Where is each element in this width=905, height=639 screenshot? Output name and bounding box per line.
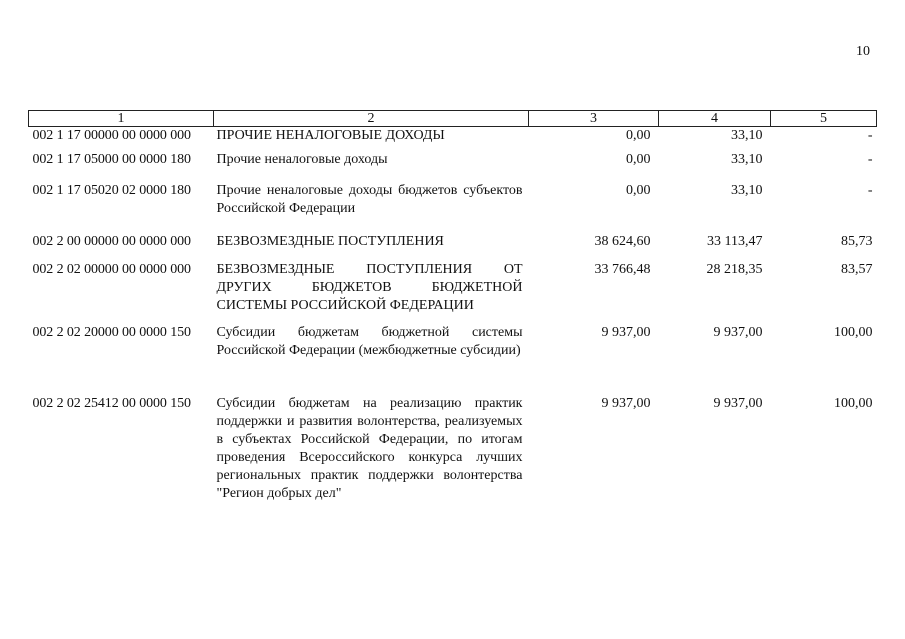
value-col3: 0,00 — [626, 182, 651, 198]
budget-code: 002 2 02 00000 00 0000 000 — [32, 261, 191, 277]
page-number: 10 — [856, 44, 870, 59]
table-row — [29, 182, 877, 233]
value-col3: 9 937,00 — [601, 395, 651, 411]
header-cell: 2 — [214, 111, 529, 127]
budget-table — [28, 110, 877, 503]
value-col5: 85,73 — [841, 233, 873, 249]
value-col4: 28 218,35 — [706, 261, 763, 277]
value-col5: 100,00 — [834, 324, 873, 340]
table-row — [29, 151, 877, 182]
value-col3: 9 937,00 — [601, 324, 651, 340]
value-col4: 33,10 — [731, 151, 763, 167]
value-col5: 83,57 — [841, 261, 873, 277]
item-name: Прочие неналоговые доходы — [216, 151, 388, 167]
header-cell: 5 — [771, 111, 877, 127]
budget-code: 002 2 02 25412 00 0000 150 — [32, 395, 191, 411]
value-col4: 33,10 — [731, 128, 763, 143]
value-col3: 0,00 — [626, 151, 651, 167]
item-name: Прочие неналоговые доходы бюджетов субъектов Российской Федерации — [216, 182, 523, 216]
header-cell: 1 — [29, 111, 214, 127]
item-name: Субсидии бюджетам бюджетной системы Российской Федерации (межбюджетные субсидии) — [216, 324, 523, 358]
value-col5: 100,00 — [834, 395, 873, 411]
value-col3: 38 624,60 — [594, 233, 651, 249]
table-row — [29, 395, 877, 503]
value-col3: 0,00 — [626, 128, 651, 143]
value-col4: 9 937,00 — [713, 395, 763, 411]
value-col4: 9 937,00 — [713, 324, 763, 340]
value-col5: - — [867, 151, 873, 167]
value-col5: - — [867, 128, 873, 143]
value-col4: 33 113,47 — [707, 233, 763, 249]
value-col5: - — [867, 182, 873, 198]
table-row — [29, 127, 877, 151]
header-cell: 4 — [659, 111, 771, 127]
item-name: БЕЗВОЗМЕЗДНЫЕ ПОСТУПЛЕНИЯ ОТ ДРУГИХ БЮДЖЕТОВ БЮДЖЕТНОЙ СИСТЕМЫ РОССИЙСКОЙ ФЕДЕРАЦИИ — [216, 261, 523, 313]
item-name: Субсидии бюджетам на реализацию практик поддержки и развития волонтерства, реализуемых в субъектах Российской Федерации, по итогам проведения Всероссийского конкурса лучших региональных практик поддержки волонтерства "Регион добрых дел" — [216, 395, 523, 501]
value-col3: 33 766,48 — [594, 261, 651, 277]
budget-code: 002 1 17 05020 02 0000 180 — [32, 182, 191, 198]
budget-code: 002 1 17 00000 00 0000 000 — [32, 128, 191, 143]
budget-code: 002 1 17 05000 00 0000 180 — [32, 151, 191, 167]
table-row — [29, 261, 877, 324]
budget-code: 002 2 02 20000 00 0000 150 — [32, 324, 191, 340]
header-cell: 3 — [529, 111, 659, 127]
table-row — [29, 233, 877, 261]
table-row — [29, 324, 877, 395]
budget-code: 002 2 00 00000 00 0000 000 — [32, 233, 191, 249]
item-name: БЕЗВОЗМЕЗДНЫЕ ПОСТУПЛЕНИЯ — [216, 233, 444, 249]
value-col4: 33,10 — [731, 182, 763, 198]
item-name: ПРОЧИЕ НЕНАЛОГОВЫЕ ДОХОДЫ — [216, 128, 445, 143]
header-row — [29, 111, 877, 127]
